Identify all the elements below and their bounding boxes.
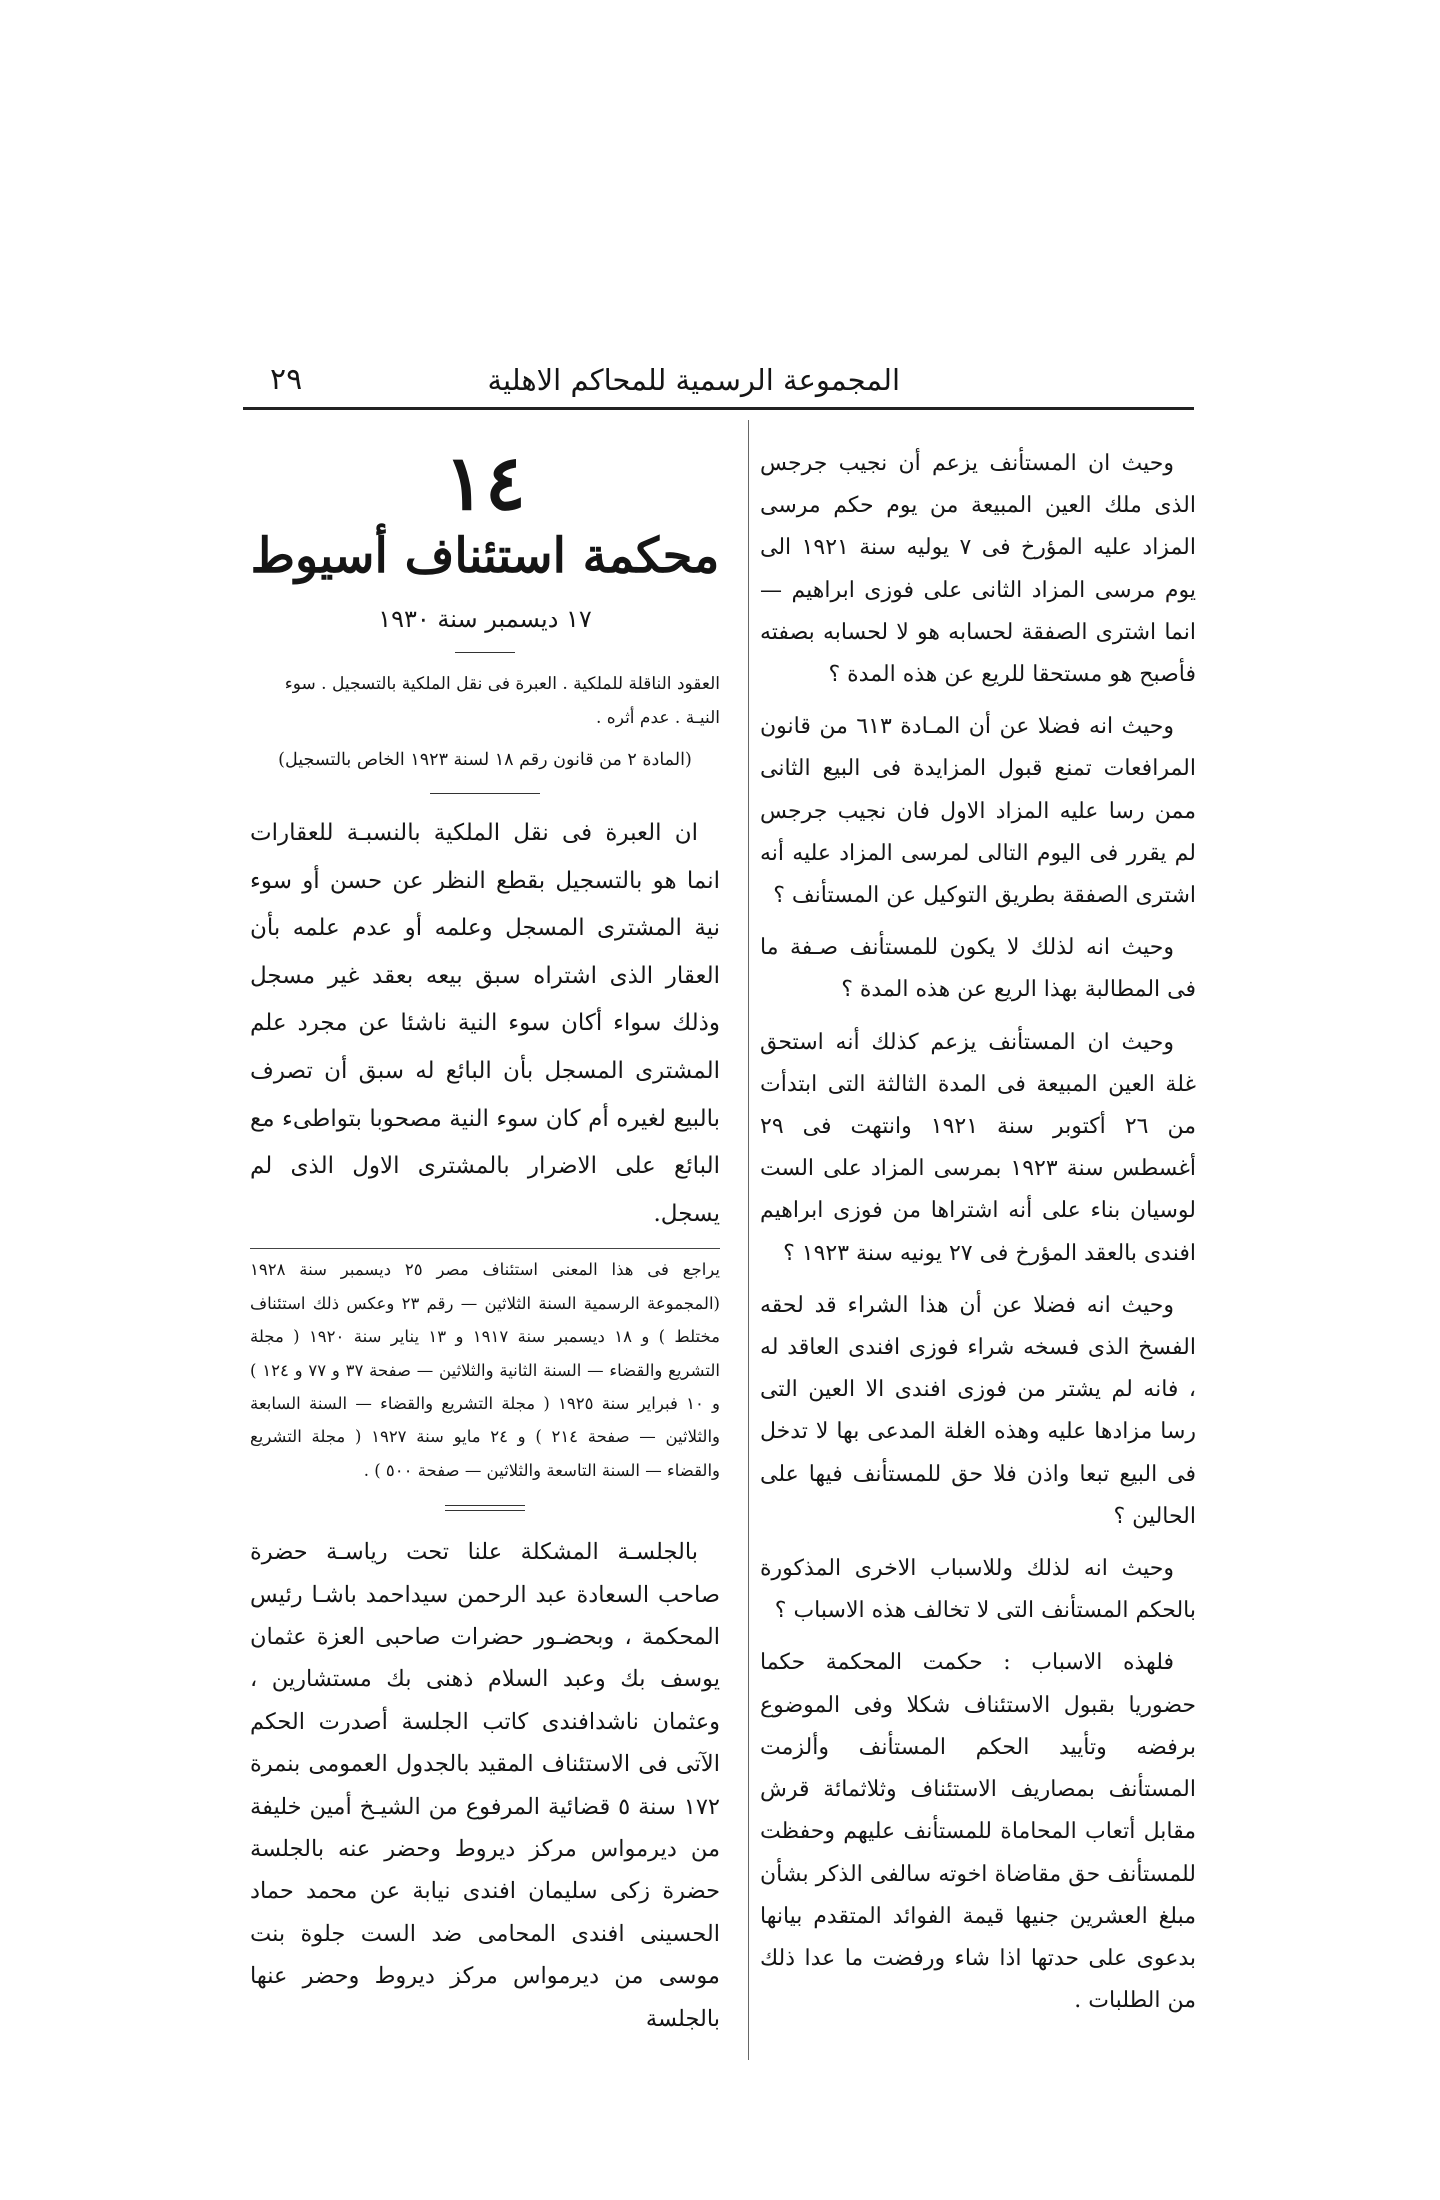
header-rule xyxy=(243,407,1194,410)
double-rule xyxy=(445,1505,525,1511)
paragraph: وحيث ان المستأنف يزعم أن نجيب جرجس الذى ملك العين المبيعة من يوم حكم مرسى المزاد عليه المؤرخ فى ٧ يوليه سنة ١٩٢١ الى يوم مرسى المزاد الثانى على فوزى ابراهيم — انما اشترى الصفقة لحسابه هو لا لحسابه بصفته فأصبح هو مستحقا للريع عن هذه المدة ؟ xyxy=(760,451,1196,688)
paragraph: وحيث انه لذلك لا يكون للمستأنف صـفة ما فى المطالبة بهذا الريع عن هذه المدة ؟ xyxy=(760,935,1196,1003)
paragraph: وحيث انه لذلك وللاسباب الاخرى المذكورة بالحكم المستأنف التى لا تخالف هذه الاسباب ؟ xyxy=(760,1556,1196,1624)
paragraph: وحيث ان المستأنف يزعم كذلك أنه استحق غلة العين المبيعة فى المدة الثالثة التى ابتدأت من ٢٦ أكتوبر سنة ١٩٢١ وانتهت فى ٢٩ أغسطس سنة ١٩٢٣ بمرسى المزاد على الست لوسيان بناء على أنه اشتراها من فوزى ابراهيم افندى بالعقد المؤرخ فى ٢٧ يونيه سنة ١٩٢٣ ؟ xyxy=(760,1029,1196,1266)
short-rule xyxy=(455,652,515,653)
right-column xyxy=(760,443,1196,2032)
page-number: ٢٩ xyxy=(270,362,303,397)
legal-principle: ان العبرة فى نقل الملكية بالنسبـة للعقارات انما هو بالتسجيل بقطع النظر عن حسن أو سوء نية المشترى المسجل وعلمه أو عدم علمه بأن العقار الذى اشتراه سبق بيعه بعقد غير مسجل وذلك سواء أكان سوء النية ناشئا عن مجرد علم المشترى المسجل بأن البائع له سبق أن تصرف بالبيع لغيره أم كان سوء النية مصحوبا بتواطىء مع البائع على الاضرار بالمشترى الاول الذى لم يسجل. xyxy=(250,820,720,1227)
page-header xyxy=(240,360,1200,406)
running-title: المجموعة الرسمية للمحاكم الاهلية xyxy=(487,363,900,397)
case-date: ١٧ ديسمبر سنة ١٩٣٠ xyxy=(378,605,592,633)
keywords: العقود الناقلة للملكية . العبرة فى نقل الملكية بالتسجيل . سوء النيـة . عدم أثره . xyxy=(284,674,720,728)
judgment-paragraph: فلهذه الاسباب : حكمت المحكمة حكما حضوريا بقبول الاستئناف شكلا وفى الموضوع برفضه وتأييد الحكم المستأنف وألزمت المستأنف بمصاريف الاستئناف وثلاثمائة قرش مقابل أتعاب المحاماة للمستأنف عليهم وحفظت للمستأنف حق مقاضاة اخوته سالفى الذكر بشأن مبلغ العشرين جنيها قيمة الفوائد المتقدم بيانها بدعوى على حدتها اذا شاء ورفضت ما عدا ذلك من الطلبات . xyxy=(760,1650,1196,2014)
footnote: يراجع فى هذا المعنى استئناف مصر ٢٥ ديسمبر سنة ١٩٢٨ (المجموعة الرسمية السنة الثلاثين — رقم ٢٣ وعكس ذلك استئناف مختلط ) و ١٨ ديسمبر سنة ١٩١٧ و ١٣ يناير سنة ١٩٢٠ ( مجلة التشريع والقضاء — السنة الثانية والثلاثين — صفحة ٣٧ و ٧٧ و ١٢٤ ) و ١٠ فبراير سنة ١٩٢٥ ( مجلة التشريع والقضاء — السنة السابعة والثلاثين — صفحة ٢١٤ ) و ٢٤ مايو سنة ١٩٢٧ ( مجلة التشريع والقضاء — السنة التاسعة والثلاثين — صفحة ٥٠٠ ) . xyxy=(250,1260,721,1480)
court-name: محكمة استئناف أسيوط xyxy=(250,528,720,584)
session-text: بالجلسـة المشكلة علنا تحت رياسـة حضرة صاحب السعادة عبد الرحمن سيداحمد باشـا رئيس المحكمة ، وبحضـور حضرات صاحبى العزة عثمان يوسف بك وعبد السلام ذهنى بك مستشارين ، وعثمان ناشدافندى كاتب الجلسة أصدرت الحكم الآتى فى الاستئناف المقيد بالجدول العمومى بنمرة ١٧٢ سنة ٥ قضائية المرفوع من الشيـخ أمين خليفة من ديرمواس مركز ديروط وحضر عنه بالجلسة حضرة زكى سليمان افندى نيابة عن محمد حماد الحسينى افندى المحامى ضد الست جلوة بنت موسى من ديرمواس مركز ديروط وحضر عنها بالجلسة xyxy=(250,1539,720,2032)
paragraph: وحيث انه فضلا عن أن المـادة ٦١٣ من قانون المرافعات تمنع قبول المزايدة فى البيع الثانى ممن رسا عليه المزاد الاول فان نجيب جرجس لم يقرر فى اليوم التالى لمرسى المزاد عليه أنه اشترى الصفقة بطريق التوكيل عن المستأنف ؟ xyxy=(760,714,1196,909)
case-number: ١٤ xyxy=(444,438,526,527)
statute-reference: (المادة ٢ من قانون رقم ١٨ لسنة ١٩٢٣ الخاص بالتسجيل) xyxy=(278,750,692,770)
column-divider xyxy=(748,420,749,2060)
paragraph: وحيث انه فضلا عن أن هذا الشراء قد لحقه الفسخ الذى فسخه شراء فوزى افندى العاقد له ، فانه لم يشتر من فوزى افندى الا العين التى رسا مزادها عليه وهذه الغلة المدعى بها لا تدخل فى البيع تبعا واذن فلا حق للمستأنف فيها على الحالين ؟ xyxy=(760,1292,1196,1529)
footnote-rule xyxy=(250,1248,720,1249)
left-column xyxy=(250,440,720,2050)
section-rule xyxy=(430,793,540,794)
